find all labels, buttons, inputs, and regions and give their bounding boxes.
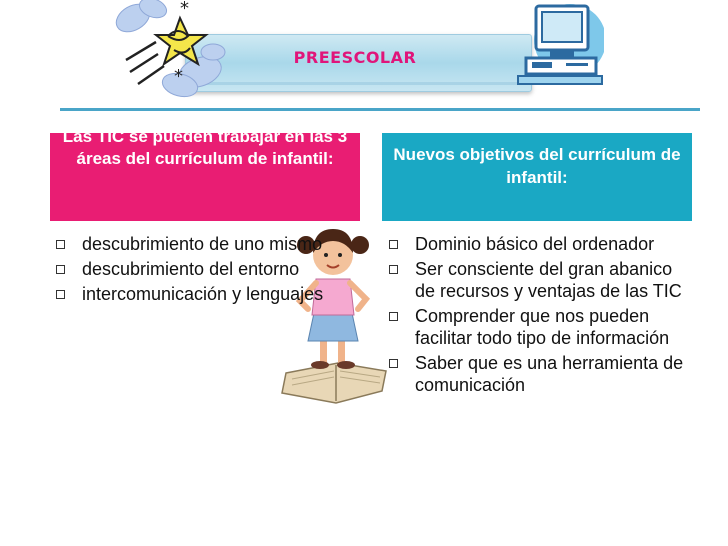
list-item: descubrimiento de uno mismo [52,233,342,255]
flower-star-icon [108,0,228,100]
list-item: Ser consciente del gran abanico de recursos y ventajas de las TIC [385,258,685,302]
square-bullet-icon [56,240,65,249]
square-bullet-icon [56,290,65,299]
list-item: Dominio básico del ordenador [385,233,685,255]
list-item: Comprender que nos pueden facilitar todo tipo de información [385,305,685,349]
square-bullet-icon [56,265,65,274]
square-bullet-icon [389,359,398,368]
list-item: Saber que es una herramienta de comunicación [385,352,685,396]
right-header-text: Nuevos objetivos del currículum de infantil: [393,145,681,187]
left-header-text: Las TIC se pueden trabajar en las 3 áreas del currículum de infantil: [62,127,348,168]
divider-line [60,108,700,111]
svg-text:*: * [174,66,183,87]
list-item: intercomunicación y lenguajes [52,283,342,305]
slide-title: PREESCOLAR [293,48,417,67]
svg-text:*: * [180,0,189,19]
square-bullet-icon [389,312,398,321]
list-item: descubrimiento del entorno [52,258,342,280]
square-bullet-icon [389,240,398,249]
computer-icon [512,0,604,92]
left-objectives-list [52,233,342,308]
right-objectives-list [385,233,685,399]
square-bullet-icon [389,265,398,274]
